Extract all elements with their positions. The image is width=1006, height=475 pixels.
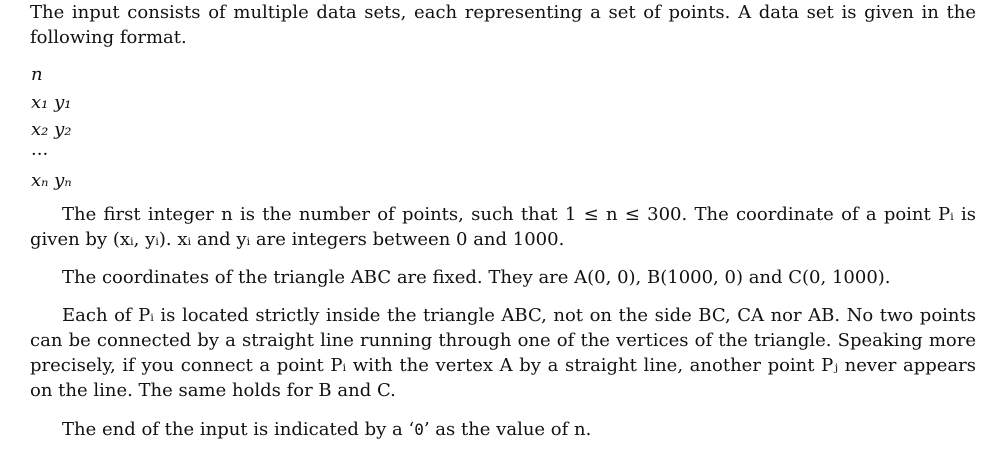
format-line-n: n	[31, 64, 43, 85]
intro-paragraph: The input consists of multiple data sets, each representing a set of points. A data set is given in the following format.	[30, 2, 976, 48]
end-text-after: ’ as the value of n.	[423, 419, 592, 440]
format-line-1: x₁ y₁	[31, 92, 72, 113]
triangle-coordinates-paragraph: The coordinates of the triangle ABC are fixed. They are A(0, 0), B(1000, 0) and C(0, 1000).	[62, 267, 891, 288]
constraints-paragraph: Each of Pᵢ is located strictly inside the triangle ABC, not on the side BC, CA nor AB. No two points can be connected by a straight line running through one of the vertices of the triangle. Speaking more precisely, if you connect a point Pᵢ with the vertex A by a straight line, another point Pⱼ never appears on the line. The same holds for B and C.	[30, 305, 976, 401]
end-text-before: The end of the input is indicated by a ‘	[62, 419, 415, 440]
format-line-2: x₂ y₂	[31, 119, 72, 140]
points-description-paragraph: The first integer n is the number of points, such that 1 ≤ n ≤ 300. The coordinate of a point Pᵢ is given by (xᵢ, yᵢ). xᵢ and yᵢ are integers between 0 and 1000.	[30, 204, 976, 250]
format-line-last: xₙ yₙ	[31, 170, 72, 191]
end-of-input-paragraph	[30, 417, 976, 442]
format-line-ellipsis: ···	[31, 144, 49, 165]
end-code-value: 0	[414, 420, 424, 439]
